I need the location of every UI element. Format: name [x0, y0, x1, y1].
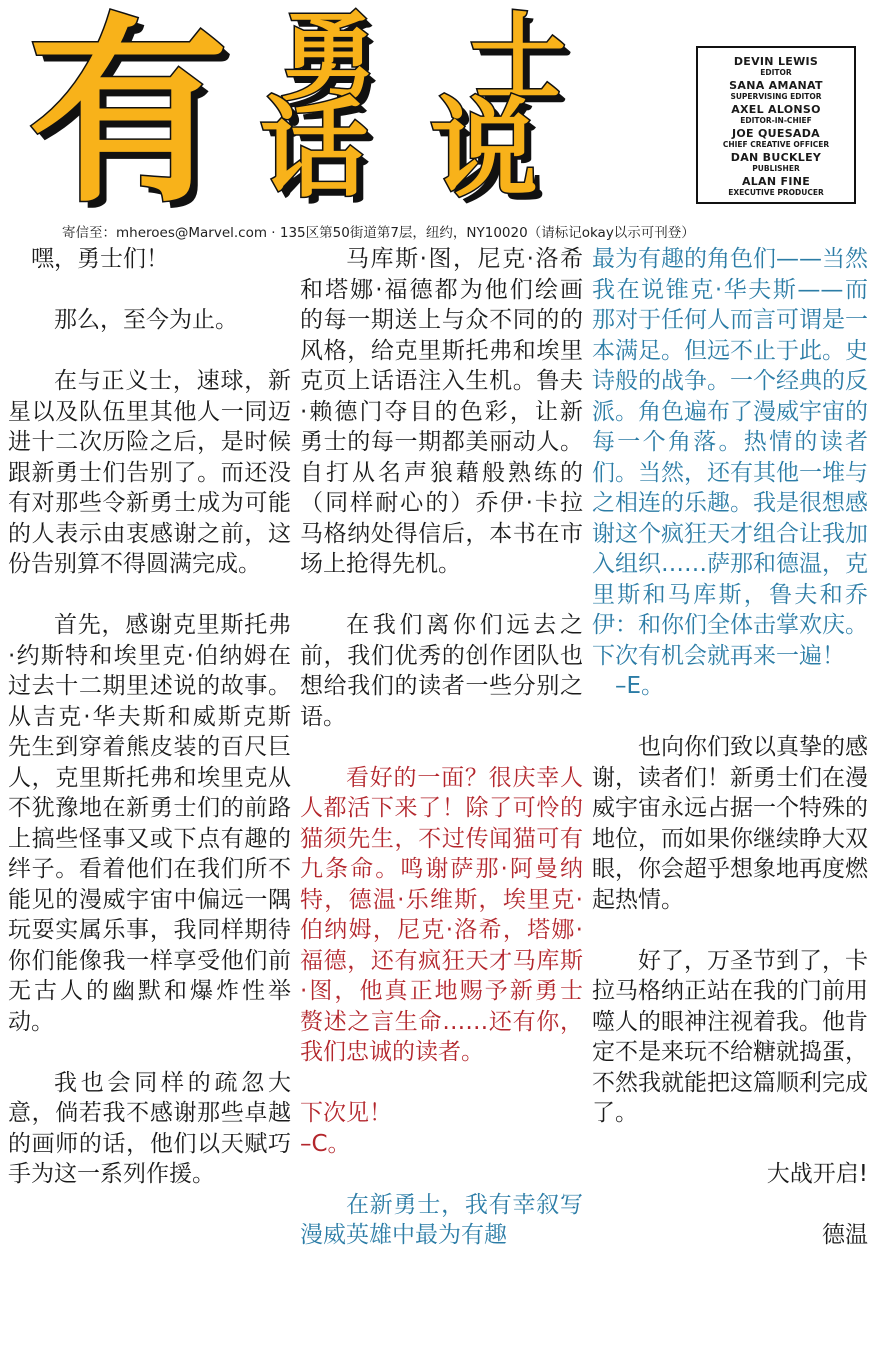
editor-signature: 德温 [822, 1222, 868, 1248]
column-3 [592, 244, 868, 1251]
credit-role: CHIEF CREATIVE OFFICER [722, 140, 830, 149]
writer-e-message-start: 在新勇士，我有幸叙写漫威英雄中最为有趣 [300, 1191, 583, 1248]
logo-line-1-second: 士 [470, 2, 566, 114]
logo-line-2: 话 [260, 87, 369, 212]
credit-name: SANA AMANAT [729, 79, 823, 92]
writer-c-signoff: 下次见！ [300, 1100, 392, 1126]
masthead [0, 0, 872, 241]
writer-e-signature: –E。 [615, 673, 665, 699]
credit-name: AXEL ALONSO [731, 103, 821, 116]
credit-name: DEVIN LEWIS [733, 55, 819, 68]
credit-name: DAN BUCKLEY [730, 151, 822, 164]
credit-role: SUPERVISING EDITOR [730, 92, 822, 101]
logo-line-1: 勇 [280, 2, 376, 114]
column-1 [8, 244, 291, 1190]
writer-e-message-cont: 最为有趣的角色们——当然我在说锥克·华夫斯——而那对于任何人而言可谓是一本满足。但远不止于此。史诗般的战争。一个经典的反派。角色遍布了漫威宇宙的每一个角落。热情的读者们。当然，还有其他一堆与之相连的乐趣。我是很想感谢这个疯狂天才组合让我加入组织……萨那和德温，克里斯和马库斯，鲁夫和乔伊：和你们全体击掌欢庆。下次有机会就再来一遍！ [592, 246, 868, 669]
credit-role: PUBLISHER [752, 164, 800, 173]
paragraph: 在与正义士，速球，新星以及队伍里其他人一同迈进十二次历险之后，是时候跟新勇士们告别了。而还没有对那些令新勇士成为可能的人表示由衷感谢之前，这份告别算不得圆满完成。 [8, 368, 291, 577]
greeting: 嘿，勇士们！ [31, 246, 169, 272]
paragraph: 那么，至今为止。 [54, 307, 238, 333]
paragraph: 马库斯·图，尼克·洛希和塔娜·福德都为他们绘画的每一期送上与众不同的的风格，给克里斯托弗和埃里克页上话语注入生机。鲁夫·赖德门夺目的色彩，让新勇士的每一期都美丽动人。自打从名声狼藉般熟练的（同样耐心的）乔伊·卡拉马格纳处得信后，本书在市场上抢得先机。 [300, 246, 583, 577]
writer-c-message: 看好的一面？很庆幸人人都活下来了！除了可怜的猫须先生，不过传闻猫可有九条命。鸣谢萨那·阿曼纳特，德温·乐维斯，埃里克·伯纳姆，尼克·洛希，塔娜·福德，还有疯狂天才马库斯·图，他真正地赐予新勇士赘述之言生命……还有你，我们忠诚的读者。 [300, 764, 583, 1065]
paragraph: 好了，万圣节到了，卡拉马格纳正站在我的门前用噬人的眼神注视着我。他肯定不是来玩不给糖就捣蛋，不然我就能把这篇顺利完成了。 [592, 947, 868, 1126]
mailing-address: 寄信至：mheroes@Marvel.com · 135区第50街道第7层，纽约，NY10020（请标记okay以示可刊登） [62, 225, 695, 241]
paragraph: 首先，感谢克里斯托弗·约斯特和埃里克·伯纳姆在过去十二期里述说的故事。从吉克·华夫斯和威斯克斯先生到穿着熊皮装的百尺巨人，克里斯托弗和埃里克从不犹豫地在新勇士们的前路上搞些怪事又或下点有趣的绊子。看着他们在我们所不能见的漫威宇宙中偏远一隅玩耍实属乐事，我同样期待你们能像我一样享受他们前无古人的幽默和爆炸性举动。 [8, 612, 291, 1035]
credit-name: ALAN FINE [741, 175, 811, 188]
logo-character-you: 有 [28, 0, 229, 230]
credit-name: JOE QUESADA [732, 127, 820, 140]
logo-line-2-second: 说 [430, 87, 539, 212]
paragraph: 也向你们致以真挚的感谢，读者们！新勇士们在漫威宇宙永远占据一个特殊的地位，而如果你继续睁大双眼，你会超乎想象地再度燃起热情。 [592, 734, 868, 913]
writer-c-signature: –C。 [300, 1130, 351, 1157]
paragraph: 在我们离你们远去之前，我们优秀的创作团队也想给我们的读者一些分别之语。 [300, 612, 583, 730]
credit-role: EDITOR [760, 68, 792, 77]
credit-role: EXECUTIVE PRODUCER [728, 188, 824, 197]
paragraph: 我也会同样的疏忽大意，倘若我不感谢那些卓越的画师的话，他们以天赋巧手为这一系列作援。 [8, 1069, 291, 1187]
column-2 [300, 244, 583, 1251]
credits-box [696, 46, 856, 204]
credit-role: EDITOR-IN-CHIEF [740, 116, 812, 125]
closing-line: 大战开启! [766, 1161, 868, 1187]
